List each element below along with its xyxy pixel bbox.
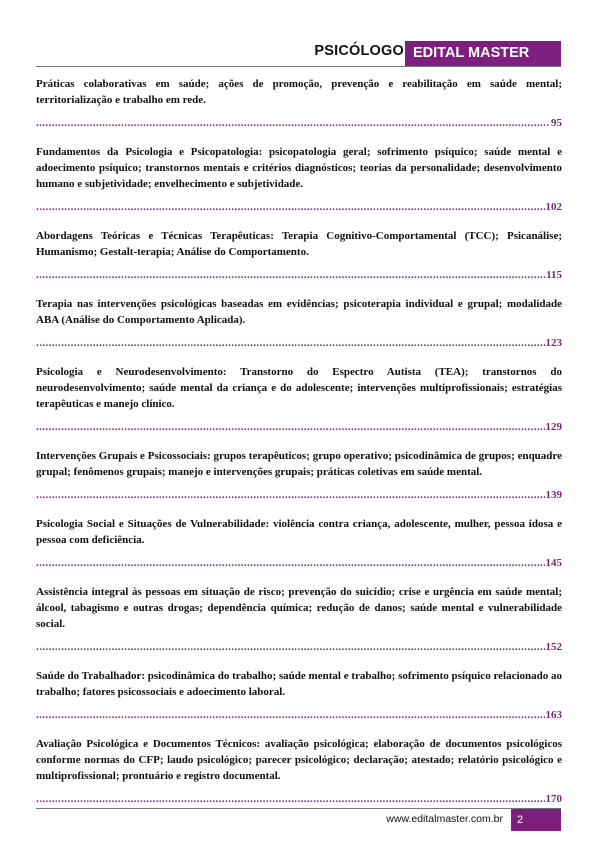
toc-page-number[interactable]: 102 [545,201,562,213]
header-brand-badge: EDITAL MASTER [405,41,561,66]
toc-entry[interactable] [36,228,562,282]
toc-entry[interactable] [36,516,562,570]
footer-page-number: 2 [511,809,561,831]
toc-entry[interactable] [36,668,562,722]
toc-dot-leader [36,792,545,806]
toc-page-number[interactable]: 170 [545,793,562,805]
toc-entry[interactable] [36,144,562,214]
toc-page-number[interactable]: 115 [546,269,562,281]
toc-dot-leader [36,420,545,434]
toc-leader-line [36,200,562,214]
footer-divider [36,808,561,809]
toc-dot-leader [36,640,545,654]
toc-entry[interactable] [36,364,562,434]
toc-entry-title: Assistência integral às pessoas em situação de risco; prevenção do suicídio; crise e urgência em saúde mental; álcool, tabagismo e outras drogas; dependência química; redução de danos; saúde mental e vulnerabilidade social. [36,586,562,630]
toc-page-number[interactable]: 152 [545,641,562,653]
toc-entry-title: Abordagens Teóricas e Técnicas Terapêuticas: Terapia Cognitivo-Comportamental (TCC); Psicanálise; Humanismo; Gestalt-terapia; Análise do Comportamento. [36,230,562,258]
toc-entry-title: Fundamentos da Psicologia e Psicopatologia: psicopatologia geral; sofrimento psíquico; saúde mental e adoecimento psíquico; transtornos mentais e critérios diagnósticos; teorias da personalidade; desenvolvimento humano e subjetividade; envelhecimento e subjetividade. [36,146,562,190]
toc-page-number[interactable]: 145 [545,557,562,569]
header-title: PSICÓLOGO [314,43,404,59]
toc-entry-title: Psicologia e Neurodesenvolvimento: Transtorno do Espectro Autista (TEA); transtornos do neurodesenvolvimento; saúde mental da criança e do adolescente; intervenções multiprofissionais; estratégias terapêuticas e manejo clínico. [36,366,562,410]
toc-page-number[interactable]: 123 [545,337,562,349]
table-of-contents [36,76,562,820]
toc-entry[interactable] [36,296,562,350]
toc-entry-title: Intervenções Grupais e Psicossociais: grupos terapêuticos; grupo operativo; psicodinâmica de grupos; enquadre grupal; fenômenos grupais; manejo e intervenções grupais; práticas coletivas em saúde mental. [36,450,562,478]
toc-dot-leader [36,488,545,502]
toc-leader-line [36,336,562,350]
toc-page-number[interactable]: 163 [545,709,562,721]
header-divider [36,66,561,67]
toc-leader-line [36,420,562,434]
toc-page-number[interactable]: 129 [545,421,562,433]
toc-dot-leader [36,116,550,130]
toc-dot-leader [36,708,545,722]
toc-entry[interactable] [36,76,562,130]
toc-entry-title: Psicologia Social e Situações de Vulnerabilidade: violência contra criança, adolescente, mulher, pessoa idosa e pessoa com deficiência. [36,518,562,546]
toc-entry[interactable] [36,584,562,654]
toc-dot-leader [36,268,545,282]
toc-entry-title: Saúde do Trabalhador: psicodinâmica do trabalho; saúde mental e trabalho; sofrimento psíquico relacionado ao trabalho; fatores psicossociais e adoecimento laboral. [36,670,562,698]
toc-leader-line [36,640,562,654]
footer-website-link[interactable]: www.editalmaster.com.br [386,813,503,825]
toc-leader-line [36,488,562,502]
toc-leader-line [36,556,562,570]
toc-leader-line [36,268,562,282]
page-header [0,41,600,67]
toc-leader-line [36,116,562,130]
toc-page-number[interactable]: 139 [545,489,562,501]
toc-entry[interactable] [36,736,562,806]
toc-leader-line [36,792,562,806]
toc-entry-title: Avaliação Psicológica e Documentos Técnicos: avaliação psicológica; elaboração de documentos psicológicos conforme normas do CFP; laudo psicológico; parecer psicológico; declaração; atestado; relatório psicológico e multiprofissional; prontuário e registro documental. [36,738,562,782]
toc-dot-leader [36,200,545,214]
toc-leader-line [36,708,562,722]
toc-entry-title: Terapia nas intervenções psicológicas baseadas em evidências; psicoterapia individual e grupal; modalidade ABA (Análise do Comportamento Aplicada). [36,298,562,326]
toc-dot-leader [36,556,545,570]
toc-entry-title: Práticas colaborativas em saúde; ações de promoção, prevenção e reabilitação em saúde mental; territorialização e trabalho em rede. [36,78,562,106]
toc-entry[interactable] [36,448,562,502]
toc-page-number[interactable]: 95 [551,117,562,129]
toc-dot-leader [36,336,545,350]
